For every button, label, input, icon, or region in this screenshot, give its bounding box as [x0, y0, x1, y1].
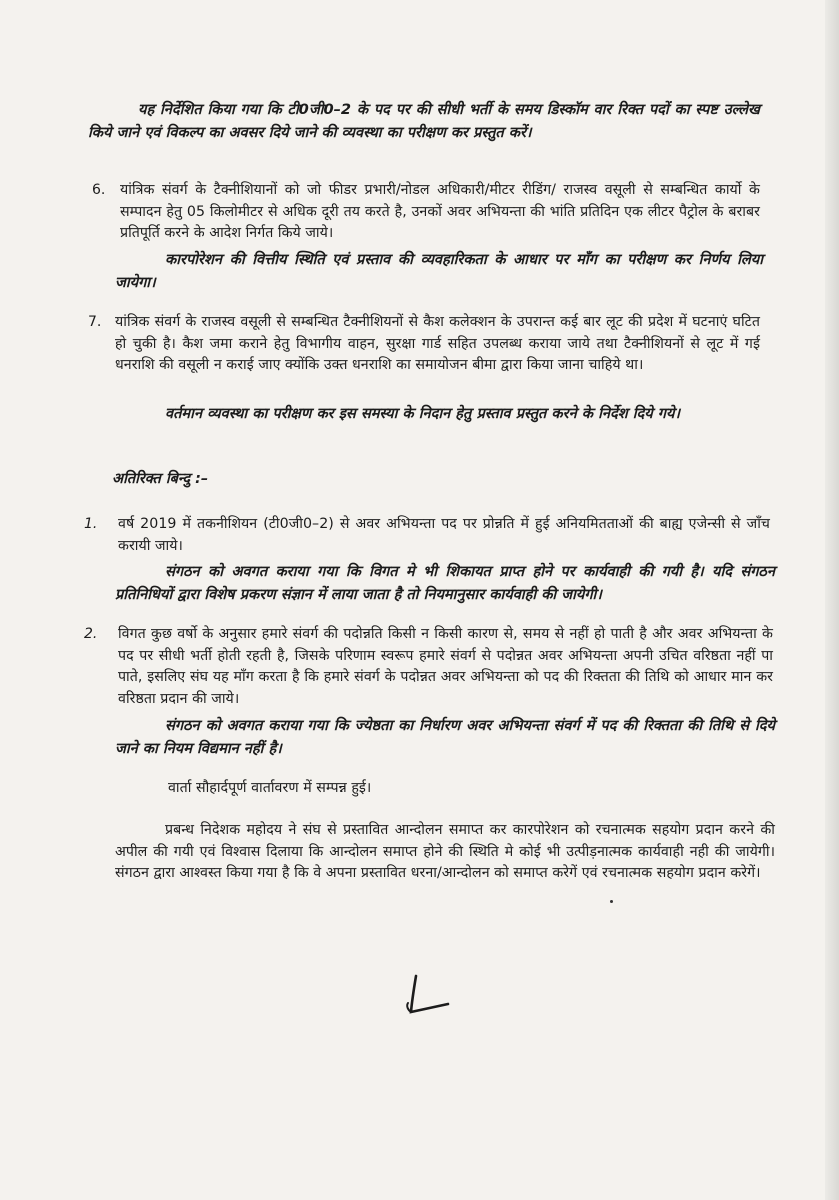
additional-item-2-response: संगठन को अवगत कराया गया कि ज्येष्ठता का निर्धारण अवर अभियन्ता संवर्ग में पद की रिक्तता की तिथि से दिये जाने का नियम विद्यमान नहीं है।: [115, 717, 775, 757]
initials-signature: [390, 970, 460, 1020]
item-6-response: कारपोरेशन की वित्तीय स्थिति एवं प्रस्ताव की व्यवहारिकता के आधार पर माँग का परीक्षण कर निर्णय लिया जायेगा।: [115, 251, 763, 291]
additional-points-heading: अतिरिक्त बिन्दु :–: [112, 471, 209, 487]
additional-item-2-text: विगत कुछ वर्षो के अनुसार हमारे संवर्ग की पदोन्नति किसी न किसी कारण से, समय से नहीं हो पाती है और अवर अभियन्ता के पद पर सीधी भर्ती होती रहती है, जिसके परिणाम स्वरूप हमारे संवर्ग से पदोन्नत अवर अभियन्ता अपनी उचित वरिष्ठता नहीं पा पाते, इसलिए संघ यह माँग करता है कि हमारे संवर्ग के पदोन्नत अवर अभियन्ता को पद की रिक्तता की तिथि को आधार मान कर वरिष्ठता प्रदान की जाये।: [118, 626, 773, 707]
item-6-number: 6.: [92, 182, 106, 198]
additional-item-1-number: 1.: [84, 516, 98, 532]
additional-item-1-response: संगठन को अवगत कराया गया कि विगत मे भी शिकायत प्राप्त होने पर कार्यवाही की गयी है। यदि संगठन प्रतिनिधियों द्वारा विशेष प्रकरण संज्ञान में लाया जाता है तो नियमानुसार कार्यवाही की जायेगी।: [115, 563, 775, 603]
page-edge-shadow: [825, 0, 839, 1200]
additional-item-2-number: 2.: [84, 626, 98, 642]
closing-md-appeal: प्रबन्ध निदेशक महोदय ने संघ से प्रस्तावित आन्दोलन समाप्त कर कारपोरेशन को रचनात्मक सहयोग प्रदान करने की अपील की गयी एवं विश्वास दिलाया कि आन्दोलन समाप्त होने की स्थिति मे कोई भी उत्पीड़नात्मक कार्यवाही नही की जायेगी। संगठन द्वारा आश्वस्त किया गया है कि वे अपना प्रस्तावित धरना/आन्दोलन को समाप्त करेगें एवं रचनात्मक सहयोग प्रदान करेगें।: [115, 822, 775, 881]
item-7-response: वर्तमान व्यवस्था का परीक्षण कर इस समस्या के निदान हेतु प्रस्ताव प्रस्तुत करने के निर्देश दिये गये।: [165, 405, 680, 422]
additional-item-1-text: वर्ष 2019 में तकनीशियन (टी0जी0–2) से अवर अभियन्ता पद पर प्रोन्नति में हुई अनियमितताओं की बाह्य एजेन्सी से जाँच करायी जाये।: [118, 516, 770, 554]
item-7-number: 7.: [88, 314, 102, 330]
item-6-text: यांत्रिक संवर्ग के टैक्नीशियानों को जो फीडर प्रभारी/नोडल अधिकारी/मीटर रीडिंग/ राजस्व वसूली से सम्बन्धित कार्यो के सम्पादन हेतु 05 किलोमीटर से अधिक दूरी तय करते है, उनकों अवर अभियन्ता की भांति प्रतिदिन एक लीटर पैट्रोल के बराबर प्रतिपूर्ति करने के आदेश निर्गत किये जाये।: [120, 182, 760, 241]
intro-directive: यह निर्देशित किया गया कि टी0जी0–2 के पद पर की सीधी भर्ती के समय डिस्कॉम वार रिक्त पदों का स्पष्ट उल्लेख किये जाने एवं विकल्प का अवसर दिये जाने की व्यवस्था का परीक्षण कर प्रस्तुत करें।: [88, 101, 760, 141]
stray-ink-dot: [610, 900, 613, 903]
item-7-text: यांत्रिक संवर्ग के राजस्व वसूली से सम्बन्धित टैक्नीशियनों से कैश कलेक्शन के उपरान्त कई बार लूट की प्रदेश में घटनाएं घटित हो चुकी है। कैश जमा कराने हेतु विभागीय वाहन, सुरक्षा गार्ड सहित उपलब्ध कराया जाये तथा टैक्नीशियनों से लूट में गई धनराशि की वसूली न कराई जाए क्योंकि उक्त धनराशि का समायोजन बीमा द्वारा किया जाना चाहिये था।: [115, 314, 760, 373]
closing-talks-cordial: वार्ता सौहार्दपूर्ण वार्तावरण में सम्पन्न हुई।: [168, 780, 372, 796]
